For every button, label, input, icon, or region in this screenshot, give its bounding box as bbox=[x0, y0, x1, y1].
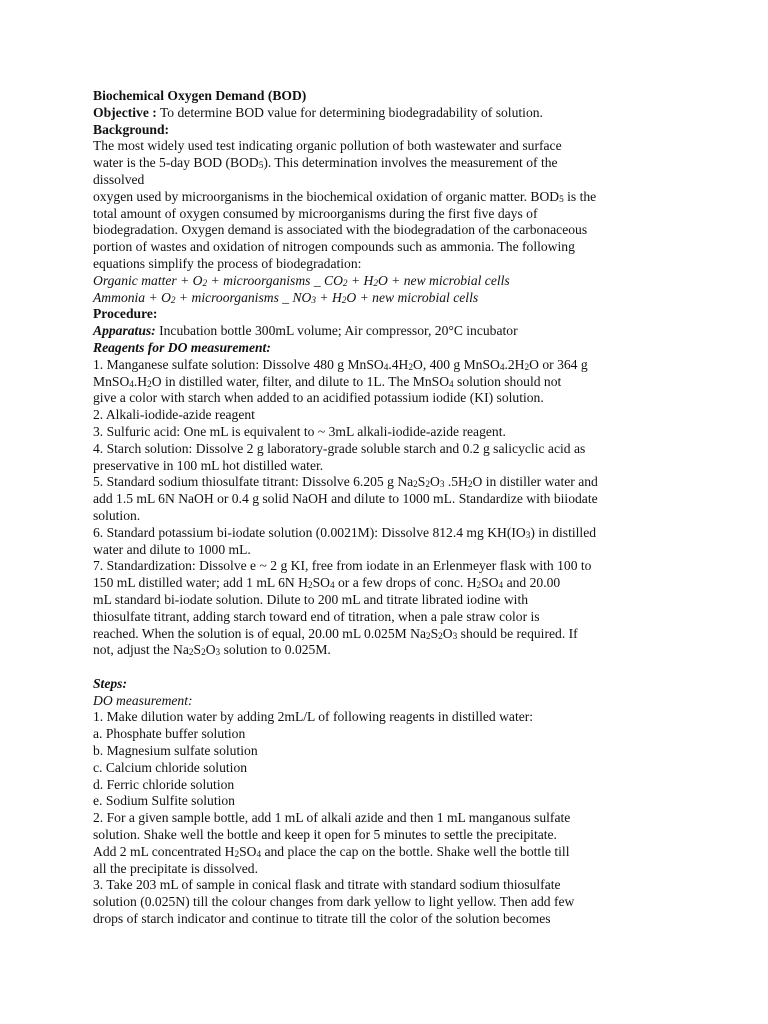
step-line: a. Phosphate buffer solution bbox=[93, 726, 246, 742]
reagent-line: 7. Standardization: Dissolve e ~ 2 g KI, free from iodate in an Erlenmeyer flask with 100 to bbox=[93, 558, 592, 574]
reagents-list bbox=[93, 357, 693, 659]
step-line: all the precipitate is dissolved. bbox=[93, 860, 258, 876]
background-line: water is the 5-day BOD $(BOD_5)$. This determination involves the measurement of the bbox=[93, 155, 558, 171]
background-line: biodegradation. Oxygen demand is associated with the biodegradation of the carbonaceous bbox=[93, 222, 588, 238]
apparatus-text: Incubation bottle 300mL volume; Air compressor, 20°C incubator bbox=[155, 323, 518, 339]
reagent-line: water and dilute to 1000 mL. bbox=[93, 541, 251, 557]
reagent-line: solution. bbox=[93, 507, 141, 523]
equation-ammonia: Ammonia + $O_2$ + microorganisms _ $NO_3 + H_2O$ + new microbial cells bbox=[93, 289, 479, 305]
objective-line bbox=[93, 105, 693, 122]
document-title: Biochemical Oxygen Demand (BOD) bbox=[93, 88, 307, 103]
apparatus-label: Apparatus: bbox=[93, 323, 156, 339]
background-line: equations simplify the process of biodegradation: bbox=[93, 255, 362, 271]
background-line: oxygen used by microorganisms in the biochemical oxidation of organic matter. $BOD_5$ is the bbox=[93, 188, 597, 204]
step-line: 1. Make dilution water by adding 2mL/L of following reagents in distilled water: bbox=[93, 709, 534, 725]
reagent-line: give a color with starch when added to an acidified potassium iodide (KI) solution. bbox=[93, 390, 544, 406]
background-paragraph bbox=[93, 138, 693, 272]
reagent-line: 2. Alkali-iodide-azide reagent bbox=[93, 407, 255, 423]
do-measurement-heading: DO measurement: bbox=[93, 692, 193, 708]
reagent-line: 5. Standard sodium thiosulfate titrant: Dissolve 6.205 g $Na_2S_2O_3$ $.5H_2O$ in distiller water and bbox=[93, 474, 598, 490]
reagent-line: mL standard bi-iodate solution. Dilute to 200 mL and titrate librated iodine with bbox=[93, 591, 529, 607]
reagent-line: $MnSO_4.H_2O$ in distilled water, filter, and dilute to 1L. The MnSO$_4$ solution should not bbox=[93, 373, 562, 389]
step-line: d. Ferric chloride solution bbox=[93, 776, 235, 792]
reagent-line: not, adjust the $Na_2S_2O_3$ solution to 0.025M. bbox=[93, 642, 331, 658]
step-line: solution. Shake well the bottle and keep it open for 5 minutes to settle the precipitate. bbox=[93, 827, 557, 843]
step-line: solution (0.025N) till the colour changes from dark yellow to light yellow. Then add few bbox=[93, 894, 575, 910]
reagent-line: 1. Manganese sulfate solution: Dissolve 480 g $MnSO_4.4H_2O$, 400 g $MnSO_4.2H_2O$ or 364 g bbox=[93, 356, 588, 372]
document-page bbox=[93, 88, 693, 928]
background-line: dissolved bbox=[93, 171, 145, 187]
equation-organic-matter: Organic matter + $O_2$ + microorganisms _ $CO_2 + H_2O$ + new microbial cells bbox=[93, 272, 510, 288]
apparatus-line bbox=[93, 323, 693, 340]
reagent-line: 3. Sulfuric acid: One mL is equivalent to ~ 3mL alkali-iodide-azide reagent. bbox=[93, 423, 506, 439]
reagent-line: reached. When the solution is of equal, 20.00 mL 0.025M $Na_2S_2O_3$ should be required. If bbox=[93, 625, 578, 641]
reagent-line: thiosulfate titrant, adding starch toward end of titration, when a pale straw color is bbox=[93, 608, 540, 624]
steps-list bbox=[93, 709, 693, 927]
background-line: The most widely used test indicating organic pollution of both wastewater and surface bbox=[93, 138, 562, 154]
step-line: Add 2 mL concentrated $H_2SO_4$ and place the cap on the bottle. Shake well the bottle till bbox=[93, 843, 570, 859]
objective-label: Objective : bbox=[93, 104, 157, 120]
reagent-line: add 1.5 mL 6N NaOH or 0.4 g solid NaOH and dilute to 1000 mL. Standardize with biiodate bbox=[93, 491, 598, 507]
blank-line bbox=[93, 659, 693, 676]
reagent-line: 4. Starch solution: Dissolve 2 g laboratory-grade soluble starch and 0.2 g salicyclic acid as bbox=[93, 440, 586, 456]
step-line: 3. Take 203 mL of sample in conical flask and titrate with standard sodium thiosulfate bbox=[93, 877, 561, 893]
steps-heading: Steps: bbox=[93, 675, 127, 691]
procedure-heading: Procedure: bbox=[93, 306, 158, 322]
background-line: portion of wastes and oxidation of nitrogen compounds such as ammonia. The following bbox=[93, 239, 575, 255]
step-line: drops of starch indicator and continue to titrate till the color of the solution becomes bbox=[93, 911, 551, 927]
step-line: c. Calcium chloride solution bbox=[93, 759, 248, 775]
reagent-line: preservative in 100 mL hot distilled water. bbox=[93, 457, 324, 473]
background-heading: Background: bbox=[93, 121, 170, 137]
reagent-line: 6. Standard potassium bi-iodate solution (0.0021M): Dissolve 812.4 mg $KH(IO_3)$ in distilled bbox=[93, 524, 597, 540]
reagents-heading: Reagents for DO measurement: bbox=[93, 339, 271, 355]
reagent-line: 150 mL distilled water; add 1 mL 6N $H_2SO_4$ or a few drops of conc. $H_2SO_4$ and 20.00 bbox=[93, 575, 561, 591]
background-line: total amount of oxygen consumed by microorganisms during the first five days of bbox=[93, 205, 538, 221]
objective-text: To determine BOD value for determining biodegradability of solution. bbox=[156, 104, 543, 120]
step-line: b. Magnesium sulfate solution bbox=[93, 743, 258, 759]
step-line: 2. For a given sample bottle, add 1 mL of alkali azide and then 1 mL manganous sulfate bbox=[93, 810, 571, 826]
step-line: e. Sodium Sulfite solution bbox=[93, 793, 235, 809]
